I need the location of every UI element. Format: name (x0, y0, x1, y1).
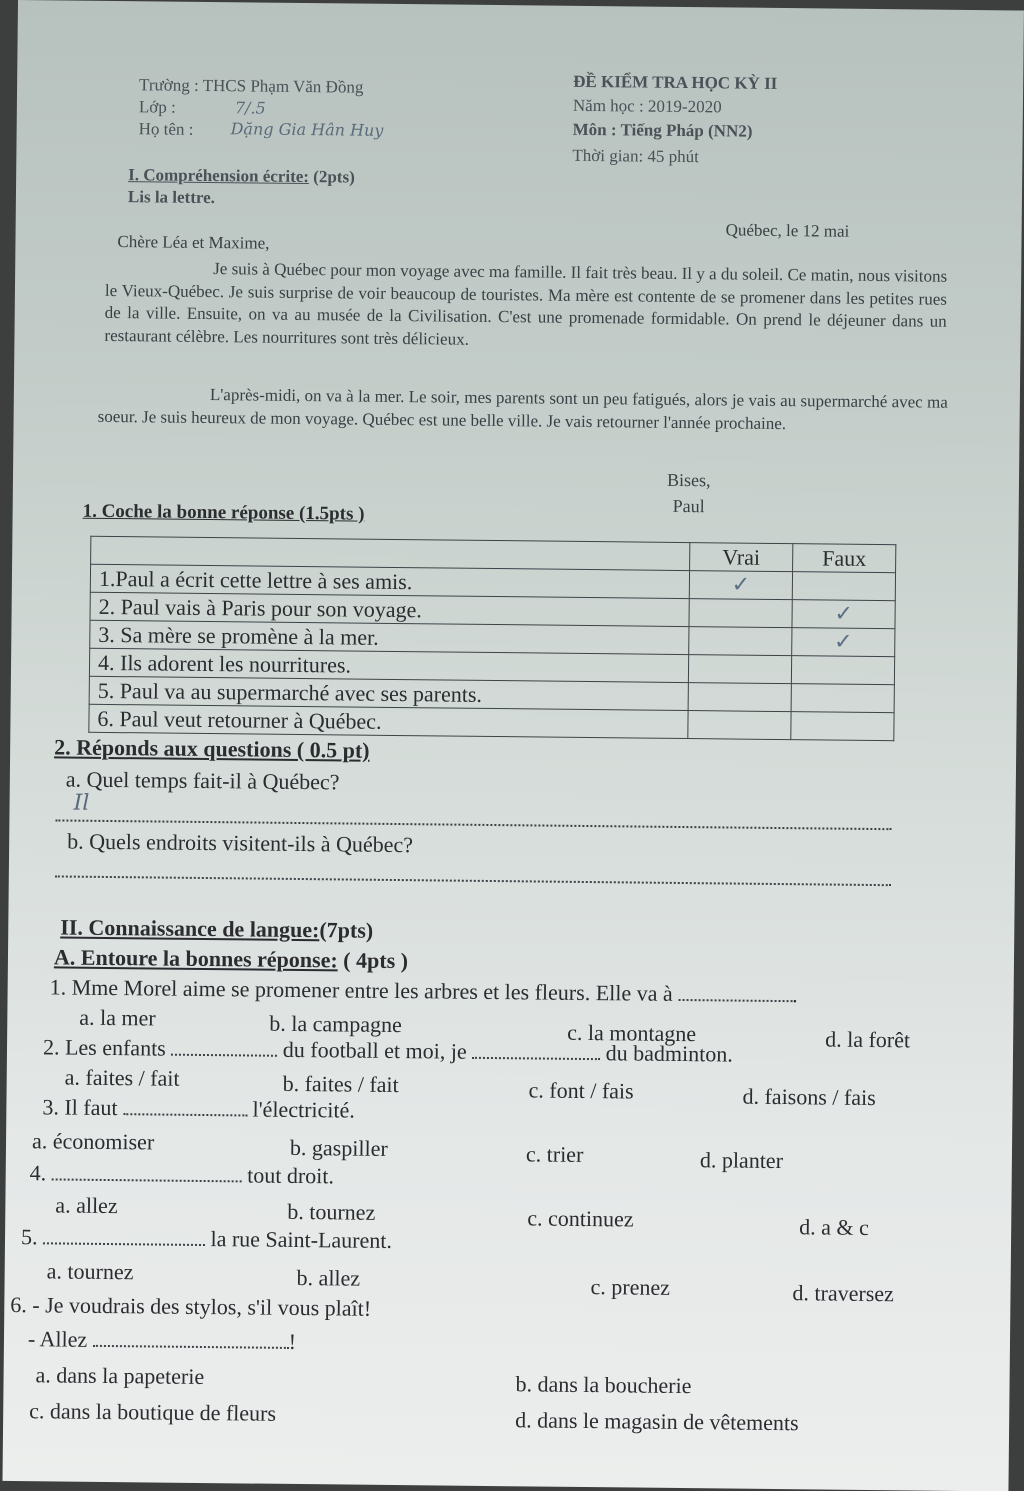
answer-a-line[interactable] (55, 818, 891, 830)
section2-heading (60, 914, 373, 943)
partA-title: A. Entoure la bonnes réponse: (53, 944, 338, 973)
column-faux: Faux (793, 544, 896, 573)
q3-option-d[interactable]: d. planter (699, 1147, 784, 1174)
student-name: Dặng Gia Hân Huy (230, 119, 384, 140)
q6-option-c[interactable]: c. dans la boutique de fleurs (29, 1398, 277, 1426)
q6-option-b[interactable]: b. dans la boucherie (515, 1371, 692, 1399)
section1-instruction: Lis la lettre. (127, 187, 216, 208)
section1-points: (2pts) (313, 167, 355, 187)
duration: Thời gian: 45 phút (572, 145, 700, 167)
subject: Môn : Tiếng Pháp (NN2) (572, 119, 753, 141)
vrai-checkbox-2[interactable] (689, 599, 792, 628)
faux-checkbox-3[interactable]: ✓ (792, 628, 895, 657)
q1-stem (50, 974, 798, 1008)
q3-option-c[interactable]: c. trier (525, 1141, 584, 1167)
section1-title: I. Compréhension écrite: (128, 165, 310, 187)
q6-end: ! (288, 1328, 297, 1354)
school-year: Năm học : 2019-2020 (572, 95, 722, 117)
letter-place-date: Québec, le 12 mai (725, 220, 850, 241)
exam-title: ĐỀ KIỂM TRA HỌC KỲ II (573, 71, 778, 93)
q2-part2: du football et moi, je (282, 1036, 467, 1064)
q3-option-b[interactable]: b. gaspiller (289, 1134, 388, 1161)
q6-stem: 6. - Je voudrais des stylos, s'il vous plaît! (10, 1291, 372, 1321)
partA-points: ( 4pts ) (343, 947, 409, 974)
faux-checkbox-6[interactable] (791, 712, 894, 741)
faux-checkbox-2[interactable]: ✓ (792, 600, 895, 629)
exercise1-title: 1. Coche la bonne réponse (1.5pts ) (82, 500, 365, 525)
q5-part2: la rue Saint-Laurent. (210, 1226, 393, 1253)
q1-option-c[interactable]: c. la montagne (567, 1019, 697, 1047)
q5-blank[interactable] (43, 1241, 205, 1246)
exercise2-title: 2. Réponds aux questions ( 0.5 pt) (54, 734, 370, 763)
exam-paper (2, 0, 1023, 1491)
letter-paragraph-2: L'après-midi, on va à la mer. Le soir, mes parents sont un peu fatigués, alors je vais au supermarché avec ma soeur. Je suis heureux de mon voyage. Québec est une belle ville. Je vais retourner l'année prochaine. (97, 385, 948, 433)
section2-points: (7pts) (319, 917, 374, 943)
name-label: Họ tên : (138, 119, 194, 139)
statement-5: 5. Paul va au supermarché avec ses parents. (89, 676, 688, 710)
q3-blank[interactable] (123, 1112, 247, 1116)
section1-heading (128, 165, 355, 187)
statement-6: 6. Paul veut retourner à Québec. (89, 704, 688, 738)
class-label: Lớp : (138, 97, 176, 117)
q4-option-a[interactable]: a. allez (55, 1192, 118, 1219)
q4-part2: tout droit. (247, 1162, 335, 1189)
q3-part1: 3. Il faut (42, 1094, 118, 1121)
question-b: b. Quels endroits visitent-ils à Québec? (67, 828, 414, 858)
q4-stem (30, 1160, 335, 1189)
class-value: 7/.5 (234, 98, 266, 118)
q6-blank[interactable] (93, 1344, 289, 1349)
q5-part1: 5. (20, 1224, 38, 1250)
vrai-checkbox-4[interactable] (688, 655, 791, 684)
q1-blank[interactable] (678, 998, 792, 1002)
letter-closing: Bises, (666, 469, 711, 491)
school-name: Trường : THCS Phạm Văn Đồng (139, 75, 364, 97)
q1-end: . (792, 982, 798, 1008)
true-false-table (88, 536, 896, 741)
answer-b-line[interactable] (55, 874, 891, 886)
q6-option-a[interactable]: a. dans la papeterie (35, 1362, 205, 1390)
q3-part2: l'électricité. (252, 1096, 355, 1123)
q6-option-d[interactable]: d. dans le magasin de vêtements (515, 1407, 799, 1436)
q5-option-c[interactable]: c. prenez (590, 1274, 671, 1300)
q2-blank-2[interactable] (472, 1056, 600, 1060)
letter-greeting: Chère Léa et Maxime, (117, 232, 270, 253)
q1-option-b[interactable]: b. la campagne (269, 1010, 402, 1038)
q2-blank-1[interactable] (171, 1053, 277, 1057)
faux-checkbox-4[interactable] (791, 656, 894, 685)
question-a: a. Quel temps fait-il à Québec? (65, 766, 340, 795)
faux-checkbox-5[interactable] (791, 684, 894, 713)
q2-option-c[interactable]: c. font / fais (528, 1077, 634, 1104)
q2-option-a[interactable]: a. faites / fait (64, 1064, 180, 1091)
vrai-checkbox-5[interactable] (688, 683, 791, 712)
q1-option-d[interactable]: d. la forêt (825, 1026, 911, 1053)
q2-option-d[interactable]: d. faisons / fais (742, 1083, 876, 1111)
q5-stem (21, 1224, 392, 1254)
q1-option-a[interactable]: a. la mer (79, 1004, 156, 1031)
q4-part1: 4. (29, 1160, 47, 1186)
q4-blank[interactable] (52, 1177, 242, 1182)
q6-line2 (28, 1326, 296, 1355)
vrai-checkbox-1[interactable]: ✓ (689, 571, 792, 600)
q5-option-a[interactable]: a. tournez (46, 1258, 134, 1285)
q3-option-a[interactable]: a. économiser (31, 1128, 155, 1155)
q5-option-d[interactable]: d. traversez (792, 1280, 895, 1307)
statement-4: 4. Ils adorent les nourritures. (89, 648, 688, 682)
q2-option-b[interactable]: b. faites / fait (282, 1070, 399, 1098)
q2-part1: 2. Les enfants (42, 1034, 166, 1061)
q2-part3: du badminton. (605, 1040, 733, 1067)
q6-allez: - Allez (27, 1326, 88, 1352)
q4-option-d[interactable]: d. a & c (799, 1214, 869, 1240)
q5-option-b[interactable]: b. allez (296, 1264, 361, 1291)
statement-2: 2. Paul vais à Paris pour son voyage. (90, 592, 689, 626)
section2-title: II. Connaissance de langue: (60, 914, 320, 943)
faux-checkbox-1[interactable] (792, 572, 895, 601)
q1-text: 1. Mme Morel aime se promener entre les arbres et les fleurs. Elle va à (49, 974, 673, 1006)
vrai-checkbox-6[interactable] (688, 711, 791, 740)
statement-3: 3. Sa mère se promène à la mer. (90, 620, 689, 654)
letter-paragraph-1: Je suis à Québec pour mon voyage avec ma famille. Il fait très beau. Il y a du soleil. Ce matin, nous visitons le Vieux-Québec. Je suis surprise de voir beaucoup de touristes. Ma mère est contente de se promener dans les petites rues de la ville. Ensuite, on va au musée de la Civilisation. C'est une promenade formidable. On prend le déjeuner dans un restaurant célèbre. Les nourritures sont très délicieux. (104, 259, 948, 349)
answer-a-handwriting: Il (73, 790, 90, 816)
letter-signature: Paul (672, 495, 705, 517)
partA-heading (54, 944, 408, 974)
vrai-checkbox-3[interactable] (689, 627, 792, 656)
column-vrai: Vrai (690, 543, 793, 572)
q4-option-b[interactable]: b. tournez (287, 1198, 376, 1225)
q4-option-c[interactable]: c. continuez (527, 1205, 634, 1232)
q3-stem (42, 1094, 355, 1123)
statement-1: 1.Paul a écrit cette lettre à ses amis. (90, 564, 689, 598)
